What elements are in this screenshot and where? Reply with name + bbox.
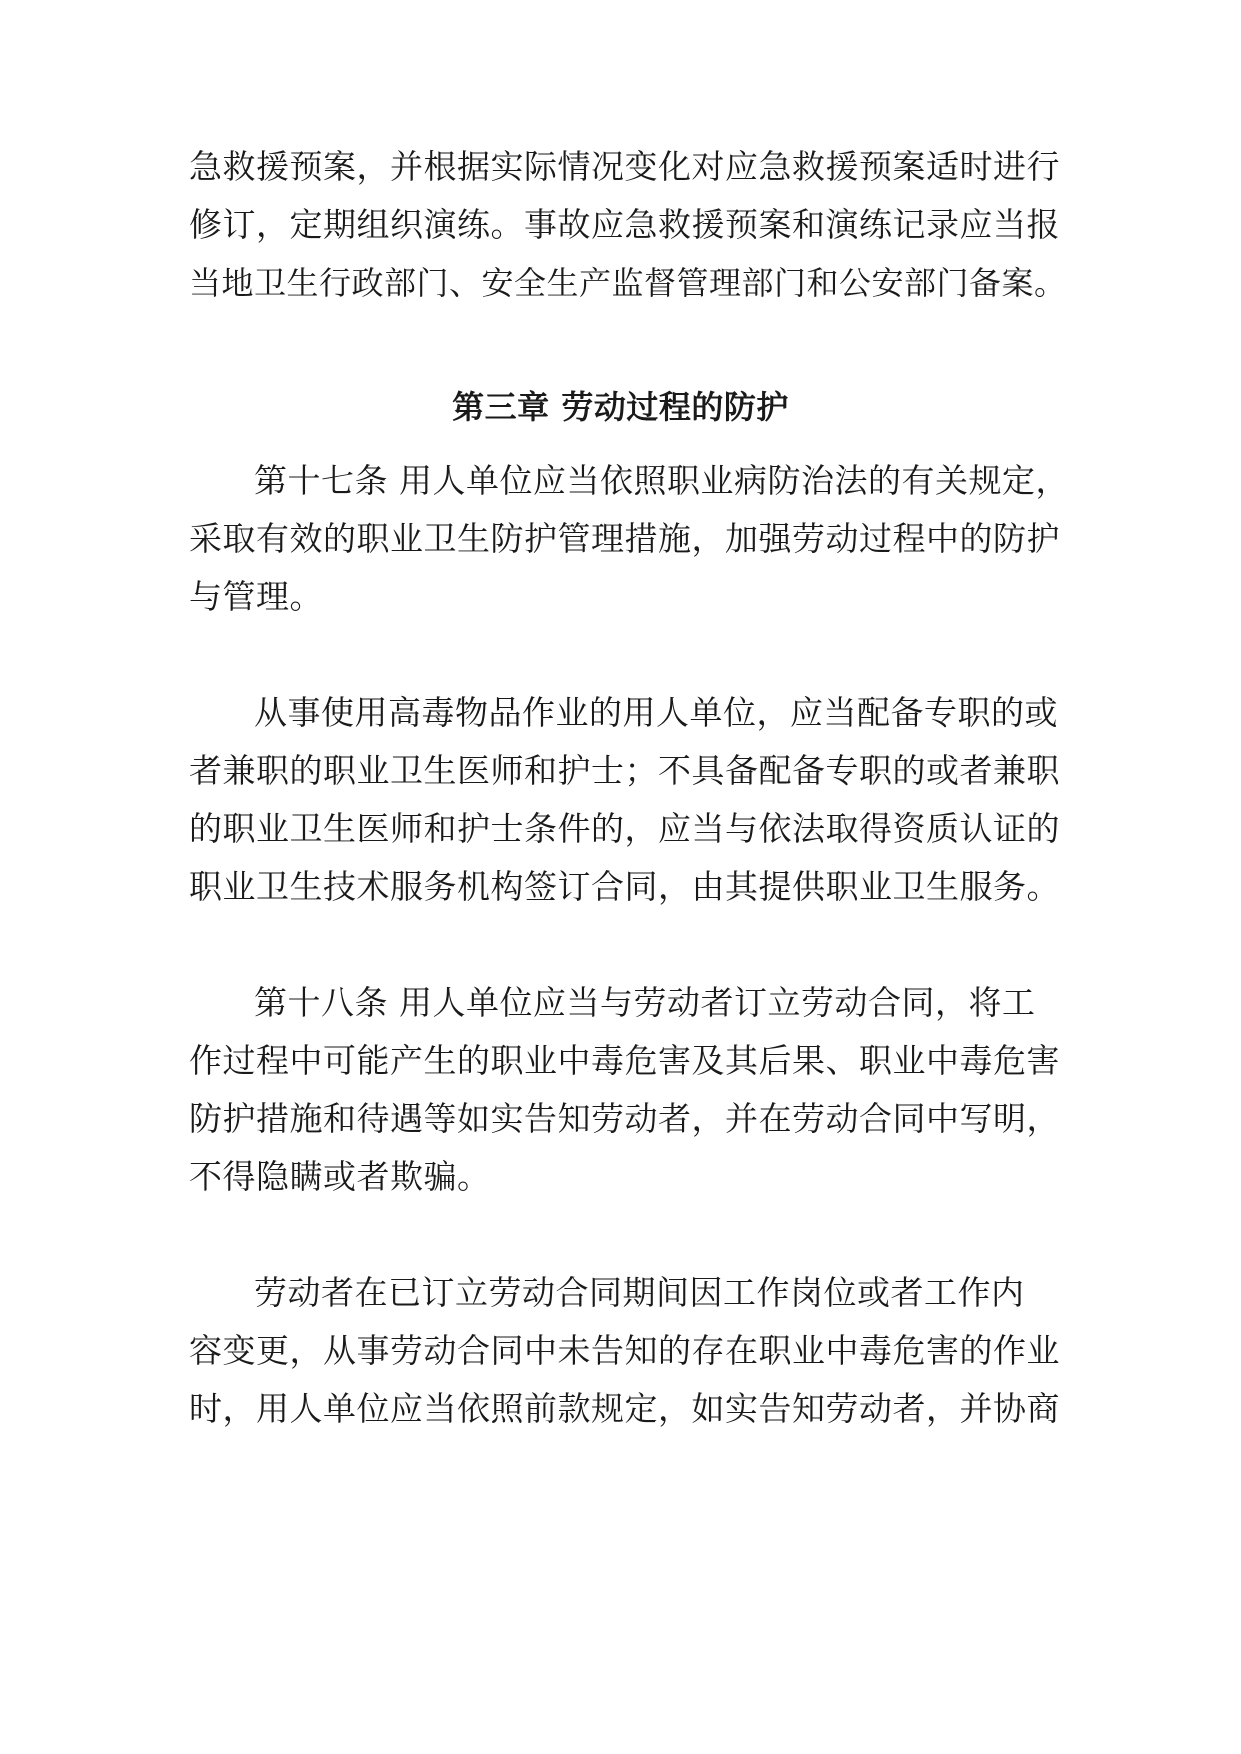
change-paragraph-line: 容变更，从事劳动合同中未告知的存在职业中毒危害的作业: [189, 1331, 1060, 1370]
article-18-line: 防护措施和待遇等如实告知劳动者，并在劳动合同中写明，: [189, 1099, 1060, 1138]
article-17-line: 第十七条 用人单位应当依照职业病防治法的有关规定，: [254, 461, 1069, 500]
article-18-line: 第十八条 用人单位应当与劳动者订立劳动合同，将工: [254, 983, 1036, 1022]
article-18-line: 作过程中可能产生的职业中毒危害及其后果、职业中毒危害: [189, 1041, 1060, 1080]
paragraph-line: 急救援预案，并根据实际情况变化对应急救援预案适时进行: [189, 147, 1060, 186]
chapter-title: 第三章 劳动过程的防护: [452, 388, 789, 426]
article-17-line: 采取有效的职业卫生防护管理措施，加强劳动过程中的防护: [189, 519, 1060, 558]
article-17-line: 与管理。: [189, 577, 323, 616]
toxic-paragraph-line: 职业卫生技术服务机构签订合同，由其提供职业卫生服务。: [189, 867, 1060, 906]
paragraph-line: 当地卫生行政部门、安全生产监督管理部门和公安部门备案。: [189, 264, 1067, 302]
toxic-paragraph-line: 的职业卫生医师和护士条件的，应当与依法取得资质认证的: [189, 809, 1060, 848]
change-paragraph-line: 劳动者在已订立劳动合同期间因工作岗位或者工作内: [254, 1273, 1025, 1312]
article-18-line: 不得隐瞒或者欺骗。: [189, 1157, 491, 1196]
toxic-paragraph-line: 者兼职的职业卫生医师和护士；不具备配备专职的或者兼职: [189, 751, 1060, 790]
change-paragraph-line: 时，用人单位应当依照前款规定，如实告知劳动者，并协商: [189, 1389, 1060, 1428]
toxic-paragraph-line: 从事使用高毒物品作业的用人单位，应当配备专职的或: [254, 693, 1058, 732]
paragraph-line: 修订，定期组织演练。事故应急救援预案和演练记录应当报: [189, 205, 1060, 244]
